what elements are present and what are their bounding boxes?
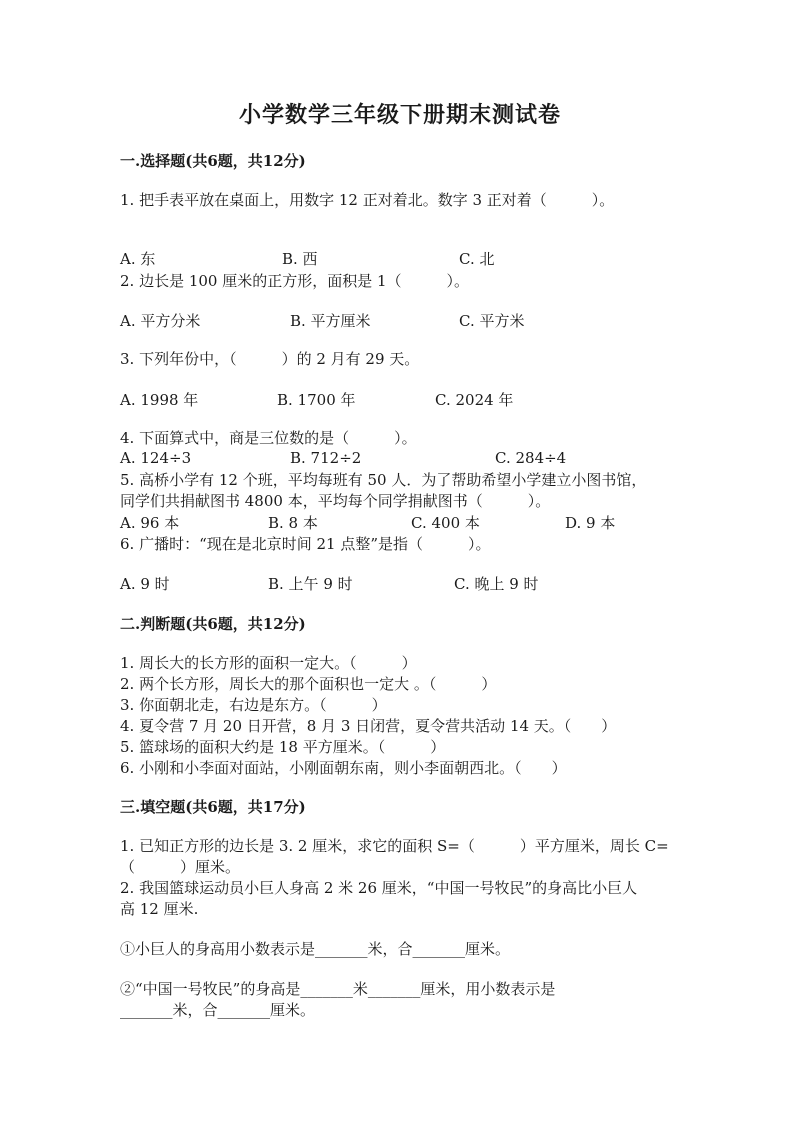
section-heading-judge: 二.判断题(共6题，共12分) (120, 615, 306, 633)
option-b: B. 712÷2 (290, 449, 362, 467)
option-c: C. 北 (459, 250, 495, 268)
question-2: 2. 边长是 100 厘米的正方形，面积是 1（ ）。 (120, 272, 470, 290)
question-6: 6. 广播时：“现在是北京时间 21 点整”是指（ ）。 (120, 535, 491, 553)
section-heading-fill: 三.填空题(共6题，共17分) (120, 798, 306, 816)
option-d: D. 9 本 (565, 514, 616, 532)
option-b: B. 1700 年 (277, 391, 356, 409)
page-title: 小学数学三年级下册期末测试卷 (238, 102, 561, 128)
judge-item: 3. 你面朝北走，右边是东方。（ ） (120, 696, 387, 714)
judge-item: 5. 篮球场的面积大约是 18 平方厘米。（ ） (120, 738, 446, 756)
fill-question-2-sub-2-line-2: _______米，合_______厘米。 (120, 1001, 316, 1019)
option-b: B. 8 本 (268, 514, 318, 532)
question-3: 3. 下列年份中，（ ）的 2 月有 29 天。 (120, 350, 420, 368)
option-b: B. 平方厘米 (290, 312, 371, 330)
option-c: C. 400 本 (411, 514, 480, 532)
judge-item: 4. 夏令营 7 月 20 日开营，8 月 3 日闭营，夏令营共活动 14 天。（ ） (120, 717, 617, 735)
option-a: A. 东 (120, 250, 156, 268)
option-b: B. 上午 9 时 (268, 575, 353, 593)
judge-item: 1. 周长大的长方形的面积一定大。（ ） (120, 654, 417, 672)
question-1: 1. 把手表平放在桌面上，用数字 12 正对着北。数字 3 正对着（ ）。 (120, 191, 615, 209)
option-b: B. 西 (282, 250, 318, 268)
option-a: A. 124÷3 (120, 449, 192, 467)
judge-item: 6. 小刚和小李面对面站，小刚面朝东南，则小李面朝西北。（ ） (120, 759, 567, 777)
option-a: A. 1998 年 (120, 391, 199, 409)
option-a: A. 96 本 (120, 514, 180, 532)
fill-question-2-sub-2-line-1: ②“中国一号牧民”的身高是_______米_______厘米，用小数表示是 (120, 980, 556, 998)
question-5-line-1: 5. 高桥小学有 12 个班，平均每班有 50 人．为了帮助希望小学建立小图书馆， (120, 471, 647, 489)
section-heading-choice: 一.选择题(共6题，共12分) (120, 152, 306, 170)
option-c: C. 晚上 9 时 (454, 575, 539, 593)
fill-question-1-line-2: （ ）厘米。 (120, 858, 241, 876)
option-a: A. 9 时 (120, 575, 170, 593)
judge-item: 2. 两个长方形，周长大的那个面积也一定大 。（ ） (120, 675, 497, 693)
fill-question-2-line-1: 2. 我国篮球运动员小巨人身高 2 米 26 厘米，“中国一号牧民”的身高比小巨人 (120, 879, 638, 897)
option-c: C. 2024 年 (435, 391, 514, 409)
question-4: 4. 下面算式中，商是三位数的是（ ）。 (120, 429, 417, 447)
question-5-line-2: 同学们共捐献图书 4800 本，平均每个同学捐献图书（ ）。 (120, 492, 551, 510)
option-a: A. 平方分米 (120, 312, 201, 330)
fill-question-1-line-1: 1. 已知正方形的边长是 3. 2 厘米，求它的面积 S=（ ）平方厘米，周长 C= (120, 837, 669, 855)
option-c: C. 284÷4 (495, 449, 567, 467)
option-c: C. 平方米 (459, 312, 525, 330)
fill-question-2-line-2: 高 12 厘米. (120, 900, 199, 918)
fill-question-2-sub-1: ①小巨人的身高用小数表示是_______米，合_______厘米。 (120, 940, 511, 958)
